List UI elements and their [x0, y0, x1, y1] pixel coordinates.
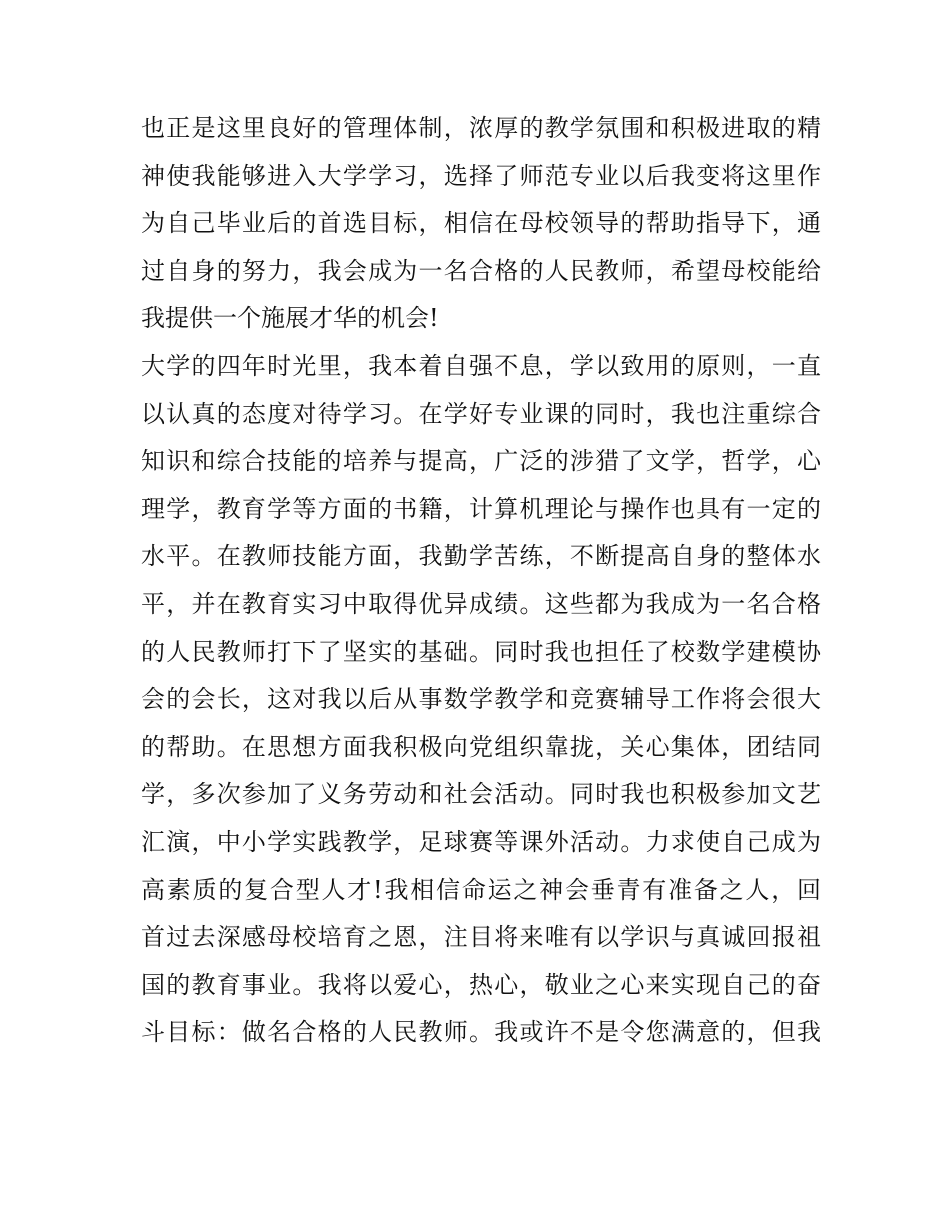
text-line-19: 国的教育事业。我将以爱心，热心，敬业之心来实现自己的奋: [141, 970, 821, 999]
text-line-13: 会的会长，这对我以后从事数学教学和竞赛辅导工作将会很大: [141, 685, 821, 714]
text-line-10: 水平。在教师技能方面，我勤学苦练，不断提高自身的整体水: [141, 542, 821, 571]
text-line-11: 平，并在教育实习中取得优异成绩。这些都为我成为一名合格: [141, 589, 821, 618]
text-line-6: 大学的四年时光里，我本着自强不息，学以致用的原则，一直: [141, 351, 821, 380]
body-text: [141, 105, 821, 1057]
text-line-5: 我提供一个施展才华的机会!: [141, 304, 439, 333]
text-line-4: 过自身的努力，我会成为一名合格的人民教师，希望母校能给: [141, 256, 821, 285]
text-line-17: 高素质的复合型人才!我相信命运之神会垂青有准备之人，回: [141, 875, 821, 904]
text-line-16: 汇演，中小学实践教学，足球赛等课外活动。力求使自己成为: [141, 827, 821, 856]
text-line-8: 知识和综合技能的培养与提高，广泛的涉猎了文学，哲学，心: [141, 447, 821, 476]
text-line-14: 的帮助。在思想方面我积极向党组织靠拢，关心集体，团结同: [141, 732, 821, 761]
text-line-3: 为自己毕业后的首选目标，相信在母校领导的帮助指导下，通: [141, 209, 821, 238]
text-line-7: 以认真的态度对待学习。在学好专业课的同时，我也注重综合: [141, 399, 821, 428]
text-line-18: 首过去深感母校培育之恩，注目将来唯有以学识与真诚回报祖: [141, 923, 821, 952]
text-line-9: 理学，教育学等方面的书籍，计算机理论与操作也具有一定的: [141, 494, 821, 523]
text-line-20: 斗目标：做名合格的人民教师。我或许不是令您满意的，但我: [141, 1018, 821, 1047]
text-line-12: 的人民教师打下了坚实的基础。同时我也担任了校数学建模协: [141, 637, 821, 666]
text-line-2: 神使我能够进入大学学习，选择了师范专业以后我变将这里作: [141, 161, 821, 190]
text-line-1: 也正是这里良好的管理体制，浓厚的教学氛围和积极进取的精: [141, 114, 821, 142]
text-line-15: 学，多次参加了义务劳动和社会活动。同时我也积极参加文艺: [141, 780, 821, 809]
